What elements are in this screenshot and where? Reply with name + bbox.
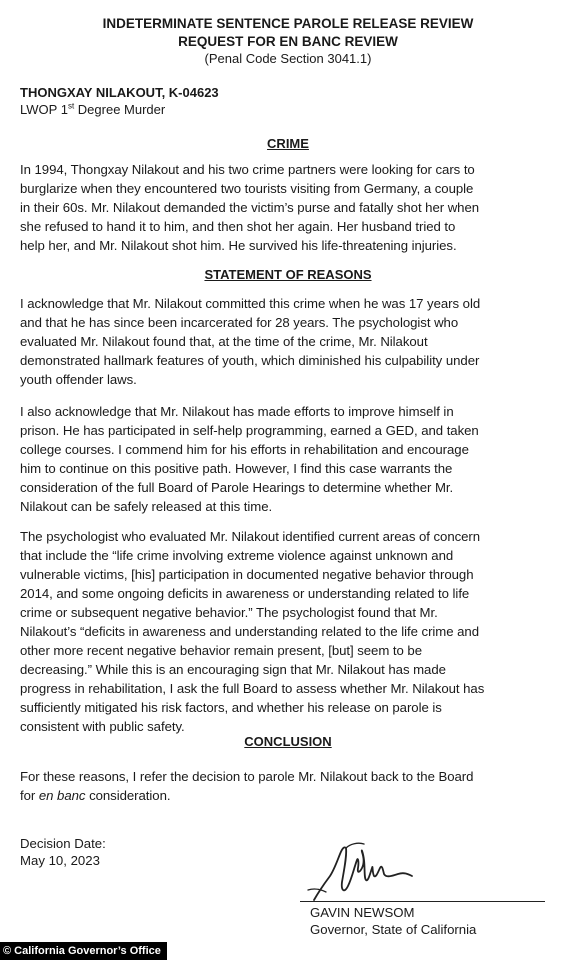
statement-of-reasons-heading: STATEMENT OF REASONS: [204, 267, 372, 282]
crime-paragraph: In 1994, Thongxay Nilakout and his two crime partners were looking for cars to burglarize when they encountered two tourists visiting from Germany, a couple in their 60s. Mr. Nilakout demanded the victim’s purse and fatally shot her when she refused to hand it to him, and then shot her again. Her husband tried to help her, and Mr. Nilakout shot him. He survived his life-threatening injuries.: [20, 162, 480, 253]
decision-date-label: Decision Date:: [20, 836, 106, 851]
governor-signature: [300, 838, 450, 906]
signer-title: Governor, State of California: [310, 922, 477, 937]
conclusion-paragraph: For these reasons, I refer the decision to parole Mr. Nilakout back to the Board for en banc consideration.: [20, 769, 474, 803]
decision-date-value: May 10, 2023: [20, 853, 100, 868]
document-subtitle: REQUEST FOR EN BANC REVIEW: [178, 34, 398, 49]
signature-line: [300, 901, 545, 902]
image-credit: © California Governor’s Office: [0, 942, 167, 960]
conclusion-heading: CONCLUSION: [244, 734, 332, 749]
reasons-paragraph-1: I acknowledge that Mr. Nilakout committed this crime when he was 17 years old and that he has since been incarcerated for 28 years. The psychologist who evaluated Mr. Nilakout found that, at the time of the crime, Mr. Nilakout demonstrated hallmark features of youth, which diminished his culpability under youth offender laws.: [20, 296, 481, 387]
inmate-name-id: THONGXAY NILAKOUT, K-04623: [20, 85, 219, 100]
penal-code-reference: (Penal Code Section 3041.1): [204, 51, 372, 66]
crime-heading: CRIME: [267, 136, 309, 151]
document-title: INDETERMINATE SENTENCE PAROLE RELEASE REVIEW: [102, 16, 474, 31]
signer-name: GAVIN NEWSOM: [310, 905, 415, 920]
reasons-paragraph-2: I also acknowledge that Mr. Nilakout has made efforts to improve himself in prison. He has participated in self-help programming, earned a GED, and taken college courses. I commend him for his efforts in rehabilitation and encourage him to continue on this positive path. However, I find this case warrants the consideration of the full Board of Parole Hearings to determine whether Mr. Nilakout can be safely released at this time.: [20, 404, 479, 514]
inmate-sentence: LWOP 1st Degree Murder: [20, 101, 166, 117]
reasons-paragraph-3: The psychologist who evaluated Mr. Nilakout identified current areas of concern that include the “life crime involving extreme violence against unknown and vulnerable victims, [his] participation in documented negative behavior through 2014, and some ongoing deficits in awareness or understanding related to life crime or subsequent negative behavior.” The psychologist found that Mr. Nilakout’s “deficits in awareness and understanding related to the life crime and other more recent negative behavior remain present, [but] seem to be decreasing.” While this is an encouraging sign that Mr. Nilakout has made progress in rehabilitation, I ask the full Board to assess whether Mr. Nilakout has sufficiently mitigated his risk factors, and whether his release on parole is consistent with public safety.: [20, 529, 485, 734]
